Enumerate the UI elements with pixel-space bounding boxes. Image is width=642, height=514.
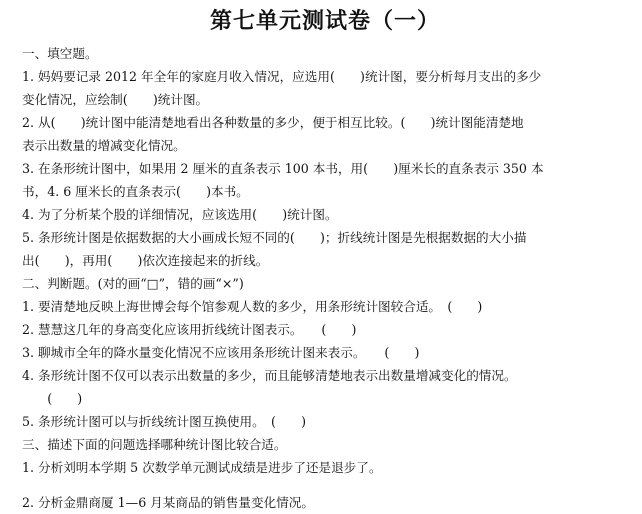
question-line: 5. 条形统计图是依据数据的大小画成长短不同的( )；折线统计图是先根据数据的大小描 [22, 230, 527, 245]
question-line: 1. 要清楚地反映上海世博会每个馆参观人数的多少，用条形统计图较合适。 ( ) [22, 299, 483, 314]
question-line: 5. 条形统计图可以与折线统计图互换使用。 ( ) [22, 414, 307, 429]
question-line: 4. 为了分析某个股的详细情况，应该选用( )统计图。 [22, 207, 338, 222]
section-chart-choice-heading: 三、描述下面的问题选择哪种统计图比较合适。 [22, 437, 287, 452]
question-line: 3. 在条形统计图中，如果用 2 厘米的直条表示 100 本书，用( )厘米长的直条表示 350 本 [22, 161, 544, 176]
question-line: 2. 分析金鼎商厦 1—6 月某商品的销售量变化情况。 [22, 495, 314, 510]
section-true-false-heading: 二、判断题。(对的画“□”，错的画“×”) [22, 276, 244, 291]
question-line: 4. 条形统计图不仅可以表示出数量的多少，而且能够清楚地表示出数量增减变化的情况。 [22, 368, 517, 383]
question-line: 2. 从( )统计图中能清楚地看出各种数量的多少，便于相互比较。( )统计图能清楚地 [22, 115, 524, 130]
section-fill-blank-heading: 一、填空题。 [22, 46, 98, 61]
worksheet-page [0, 6, 642, 510]
question-line: 2. 慧慧这几年的身高变化应该用折线统计图表示。 ( ) [22, 322, 357, 337]
question-line: 出( )，再用( )依次连接起来的折线。 [22, 253, 269, 268]
question-line: 表示出数量的增减变化情况。 [22, 138, 186, 153]
question-line: 1. 分析刘明本学期 5 次数学单元测试成绩是进步了还是退步了。 [22, 460, 382, 475]
answer-space [22, 479, 628, 491]
question-line: 变化情况，应绘制( )统计图。 [22, 92, 209, 107]
question-line: 3. 聊城市全年的降水量变化情况不应该用条形统计图来表示。 ( ) [22, 345, 420, 360]
page-title: 第七单元测试卷（一） [209, 8, 440, 34]
question-line: 1. 妈妈要记录 2012 年全年的家庭月收入情况，应选用( )统计图，要分析每月支出的多少 [22, 69, 542, 84]
question-line: ( ) [22, 391, 83, 406]
question-line: 书，4. 6 厘米长的直条表示( )本书。 [22, 184, 249, 199]
